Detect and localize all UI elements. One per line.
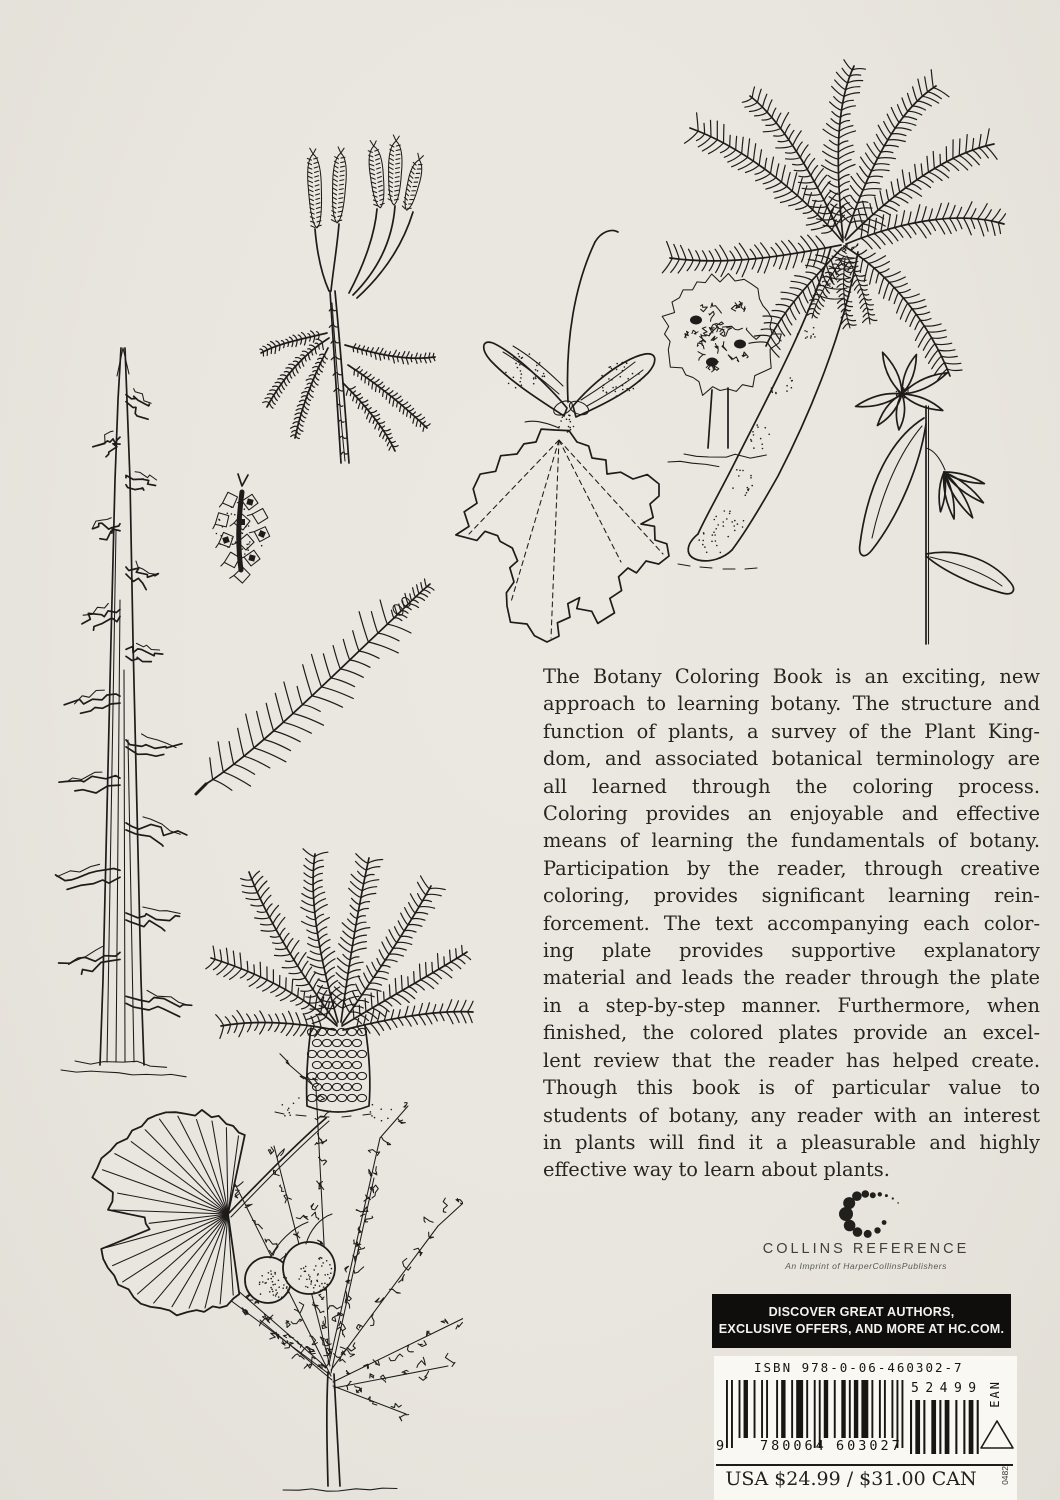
barcode-digit-lead: 9 bbox=[716, 1438, 725, 1454]
text-line: The Botany Coloring Book is an exciting, new bbox=[543, 665, 1040, 688]
promo-banner bbox=[712, 1294, 1011, 1348]
promo-banner-line1: DISCOVER GREAT AUTHORS, bbox=[768, 1305, 955, 1319]
yew-branch-illustration bbox=[190, 558, 450, 803]
book-description bbox=[543, 663, 1040, 1184]
barcode-addon-digits: 52499 bbox=[911, 1381, 983, 1396]
publisher-block bbox=[736, 1180, 996, 1271]
text-line: Participation by the reader, through creative bbox=[543, 856, 1040, 880]
divider-rule bbox=[716, 1464, 1013, 1466]
text-line: function of plants, a survey of the Plant King- bbox=[543, 719, 1040, 743]
ean-triangle-icon bbox=[978, 1418, 1016, 1452]
flowering-branch-illustration bbox=[838, 342, 1060, 657]
text-line: approach to learning botany. The structure and bbox=[543, 692, 1040, 716]
clubmoss-illustration bbox=[245, 133, 445, 468]
ean5-addon-barcode bbox=[910, 1400, 982, 1454]
isbn-label: ISBN 978-0-06-460302-7 bbox=[754, 1360, 964, 1375]
text-line: forcement. The text accompanying each color- bbox=[543, 911, 1040, 935]
text-line: effective way to learn about plants. bbox=[543, 1158, 890, 1182]
promo-banner-line2: EXCLUSIVE OFFERS, AND MORE AT HC.COM. bbox=[718, 1322, 1005, 1336]
barcode-digit-group1: 780064 bbox=[760, 1438, 827, 1454]
print-code: 0482 bbox=[1000, 1466, 1010, 1485]
text-line: Coloring provides an enjoyable and effective bbox=[543, 802, 1040, 826]
text-line: students of botany, any reader with an interest bbox=[543, 1103, 1040, 1127]
text-line: Though this book is of particular value to bbox=[543, 1076, 1040, 1100]
text-line: all learned through the coloring process. bbox=[543, 774, 1040, 798]
barcode-digit-group2: 603027 bbox=[836, 1438, 903, 1454]
text-line: in plants will find it a pleasurable and highly bbox=[543, 1130, 1040, 1154]
ean-label: EAN bbox=[988, 1380, 1002, 1408]
barcode-panel bbox=[714, 1356, 1017, 1500]
ginkgo-illustration bbox=[78, 1018, 463, 1498]
text-line: lent review that the reader has helped create. bbox=[543, 1048, 1040, 1072]
publisher-name: COLLINS REFERENCE bbox=[762, 1241, 970, 1257]
text-line: in a step-by-step manner. Furthermore, when bbox=[543, 993, 1040, 1017]
collins-logo-icon bbox=[826, 1180, 906, 1240]
text-line: ing plate provides supportive explanatory bbox=[543, 939, 1040, 963]
price-text: USA $24.99 / $31.00 CAN bbox=[725, 1468, 977, 1490]
text-line: material and leads the reader through the plate bbox=[543, 966, 1040, 990]
coast-redwood-illustration bbox=[45, 330, 195, 1080]
publisher-imprint: An Imprint of HarperCollinsPublishers bbox=[785, 1261, 947, 1271]
text-line: coloring, provides significant learning rein- bbox=[543, 884, 1040, 908]
text-line: dom, and associated botanical terminology are bbox=[543, 747, 1040, 771]
text-line: means of learning the fundamentals of botany. bbox=[543, 829, 1040, 853]
text-line: finished, the colored plates provide an excel- bbox=[543, 1021, 1040, 1045]
